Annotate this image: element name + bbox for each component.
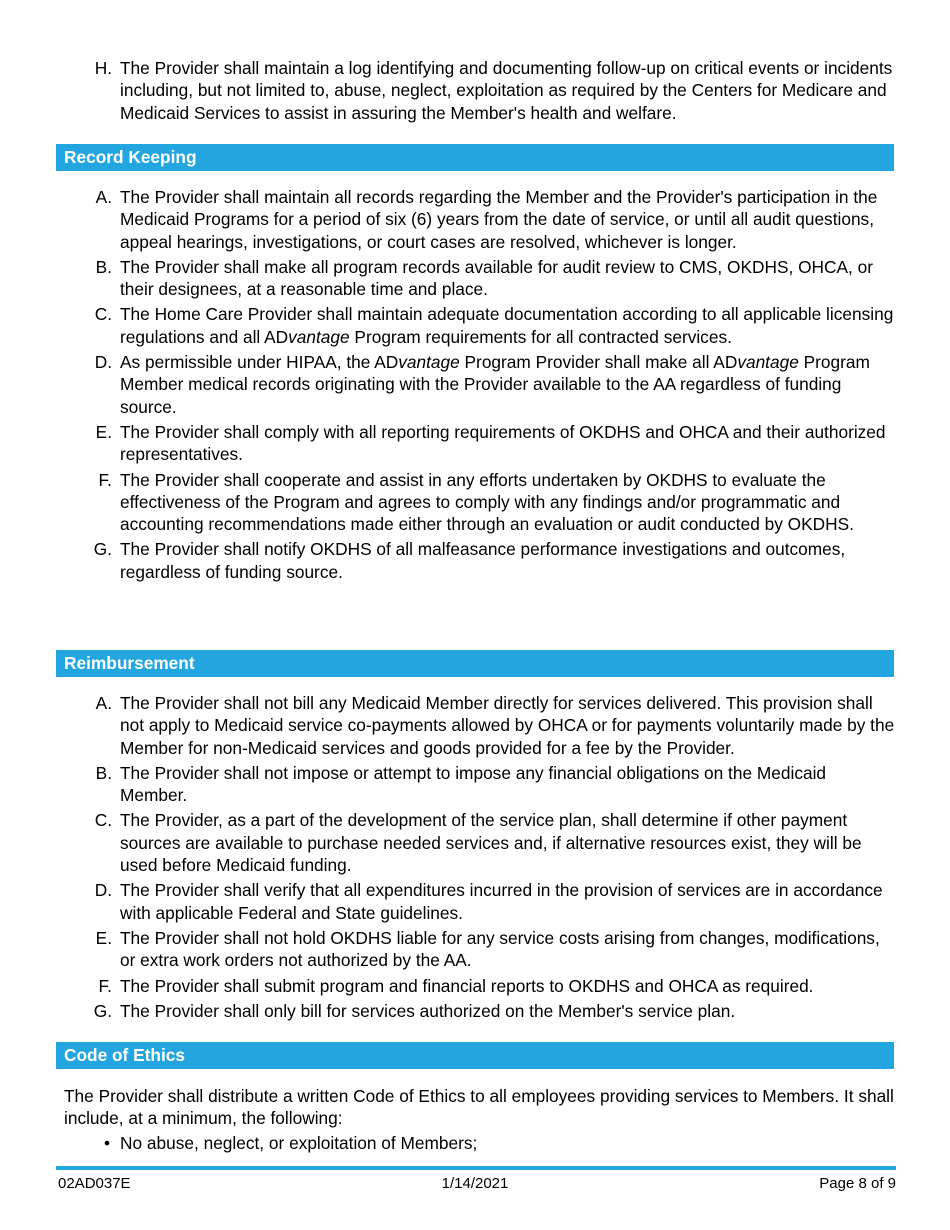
list-item — [0, 927, 950, 972]
list-item — [0, 538, 950, 583]
footer-rule — [56, 1166, 896, 1170]
item-text: The Provider shall make all program records available for audit review to CMS, OKDHS, OHCA, or their designees, at a reasonable time and place. — [120, 256, 873, 300]
list-item — [0, 57, 950, 124]
item-label: A. — [95, 693, 112, 713]
item-label: D. — [94, 880, 112, 901]
item-label: C. — [94, 810, 112, 831]
list-item — [0, 809, 950, 876]
item-label: G. — [93, 1000, 112, 1021]
list-item — [0, 762, 950, 807]
item-text-part: Program Member medical records originating with the Provider available to the AA regardless of funding source. — [120, 352, 870, 417]
item-text: The Provider shall cooperate and assist in any efforts undertaken by OKDHS to evaluate the effectiveness of the Program and agrees to comply with any findings and/or programmatic and accounting recommendations made either through an evaluation or audit conducted by OKDHS. — [120, 469, 854, 535]
item-text: The Provider shall not hold OKDHS liable for any service costs arising from changes, modifications, or extra work orders not authorized by the AA. — [120, 927, 880, 971]
item-label: B. — [95, 762, 112, 783]
list-item — [0, 879, 950, 924]
italic-term: vantage — [737, 352, 799, 373]
list-item — [0, 421, 950, 466]
item-text: The Provider shall maintain all records regarding the Member and the Provider's participation in the Medicaid Programs for a period of six (6) years from the date of service, or until all audit questions, appeal hearings, investigations, or court cases are resolved, whichever is longer. — [120, 187, 878, 252]
item-text-part: As permissible under HIPAA, the AD — [120, 352, 399, 373]
item-text: The Provider shall verify that all expenditures incurred in the provision of services are in accordance with applicable Federal and State guidelines. — [120, 880, 883, 923]
item-text: The Provider shall only bill for services authorized on the Member's service plan. — [120, 1000, 736, 1021]
record-keeping-list — [0, 186, 950, 586]
item-text: The Provider shall submit program and financial reports to OKDHS and OHCA as required. — [120, 975, 814, 996]
item-label: E. — [95, 927, 112, 948]
item-text-part: Program requirements for all contracted services. — [349, 326, 732, 347]
italic-term: vantage — [398, 352, 460, 373]
section-heading-reimbursement: Reimbursement — [56, 650, 894, 677]
list-item — [0, 186, 950, 253]
section-heading-record-keeping: Record Keeping — [56, 144, 894, 171]
item-text: The Provider shall comply with all reporting requirements of OKDHS and OHCA and their authorized representatives. — [120, 421, 886, 465]
item-text: The Provider, as a part of the development of the service plan, shall determine if other payment sources are available to purchase needed services and, if alternative resources exist, they will be used before Medicaid funding. — [120, 810, 862, 876]
item-text: The Provider shall notify OKDHS of all malfeasance performance investigations and outcomes, regardless of funding source. — [120, 539, 846, 582]
list-item — [0, 692, 950, 759]
item-label: D. — [94, 352, 112, 373]
item-label: A. — [95, 187, 112, 207]
list-item — [0, 469, 950, 536]
section-heading-code-of-ethics: Code of Ethics — [56, 1042, 894, 1069]
item-label: C. — [94, 304, 112, 325]
item-label: F. — [98, 975, 112, 996]
item-label: F. — [98, 469, 112, 490]
continuation-list — [0, 57, 950, 127]
item-text: The Provider shall not bill any Medicaid Member directly for services delivered. This provision shall not apply to Medicaid service co-payments allowed by OHCA or for payments voluntarily made by the Member for non-Medicaid services and goods provided for a fee by the Provider. — [120, 693, 895, 758]
bullet-item — [104, 1132, 884, 1154]
item-label: G. — [93, 539, 112, 560]
list-item — [0, 351, 950, 418]
item-text: The Provider shall maintain a log identifying and documenting follow-up on critical events or incidents including, but not limited to, abuse, neglect, exploitation as required by the Centers for Medicare and Medicaid Services to assist in assuring the Member's health and welfare. — [120, 58, 893, 123]
item-label: E. — [95, 421, 112, 442]
reimbursement-list — [0, 692, 950, 1025]
footer-page-number: Page 8 of 9 — [819, 1175, 896, 1192]
code-of-ethics-intro: The Provider shall distribute a written Code of Ethics to all employees providing services to Members. It shall include, at a minimum, the following: — [64, 1086, 894, 1129]
bullet-mark: • — [104, 1133, 111, 1153]
italic-term: vantage — [288, 326, 350, 347]
item-text-part: Program Provider shall make all AD — [459, 352, 738, 373]
item-label: B. — [95, 256, 112, 277]
item-text: The Provider shall not impose or attempt to impose any financial obligations on the Medicaid Member. — [120, 762, 827, 806]
list-item — [0, 256, 950, 301]
list-item — [0, 303, 950, 348]
footer-form-id: 02AD037E — [58, 1175, 131, 1192]
item-text-part: The Home Care Provider shall maintain adequate documentation according to all applicable licensing regulations and all AD — [120, 304, 894, 347]
bullet-text: No abuse, neglect, or exploitation of Members; — [120, 1133, 478, 1153]
item-label: H. — [94, 58, 112, 78]
list-item — [0, 1000, 950, 1022]
list-item — [0, 975, 950, 997]
footer-date: 1/14/2021 — [441, 1175, 509, 1192]
